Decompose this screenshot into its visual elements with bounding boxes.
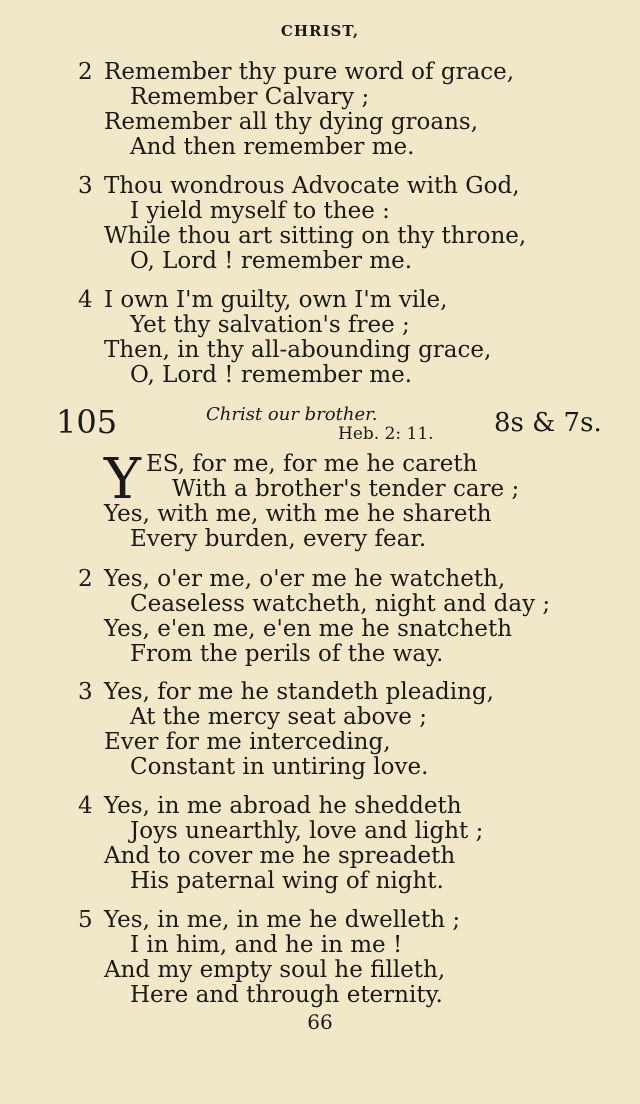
stanza-line: I own I'm guilty, own I'm vile, [104, 287, 448, 313]
stanza-number: 4 [78, 793, 93, 819]
stanza-line: Then, in thy all-abounding grace, [104, 337, 492, 363]
stanza-line: Yes, with me, with me he shareth [104, 501, 492, 527]
stanza-number: 4 [78, 287, 93, 313]
stanza-line: Here and through eternity. [130, 982, 443, 1008]
stanza-line: Yet thy salvation's free ; [130, 312, 410, 338]
stanza-number: 3 [78, 173, 93, 199]
hymn-number: 105 [56, 403, 118, 441]
stanza-line: Every burden, every fear. [130, 526, 427, 552]
stanza-line: Ceaseless watcheth, night and day ; [130, 591, 551, 617]
stanza-line: With a brother's tender care ; [172, 476, 520, 502]
stanza-number: 3 [78, 679, 93, 705]
stanza-line: Yes, in me, in me he dwelleth ; [104, 907, 461, 933]
stanza-line: From the perils of the way. [130, 641, 444, 667]
stanza-line: Yes, e'en me, e'en me he snatcheth [104, 616, 513, 642]
drop-cap: Y [104, 447, 141, 512]
stanza-line: I in him, and he in me ! [130, 932, 403, 958]
stanza-line: And then remember me. [130, 134, 415, 160]
stanza-line: Remember all thy dying groans, [104, 109, 479, 135]
page-number: 66 [307, 1010, 333, 1034]
stanza-line: O, Lord ! remember me. [130, 362, 413, 388]
stanza-line: Ever for me interceding, [104, 729, 391, 755]
stanza-line: Remember thy pure word of grace, [104, 59, 515, 85]
stanza-line: O, Lord ! remember me. [130, 248, 413, 274]
stanza-number: 2 [78, 566, 93, 592]
stanza-line: Yes, for me he standeth pleading, [104, 679, 494, 705]
hymn-meter: 8s & 7s. [494, 408, 602, 438]
stanza-line: Remember Calvary ; [130, 84, 370, 110]
stanza-line: Constant in untiring love. [130, 754, 429, 780]
stanza-number: 2 [78, 59, 93, 85]
stanza-line: At the mercy seat above ; [130, 704, 427, 730]
stanza-number: 5 [78, 907, 93, 933]
hymn-title: Christ our brother. [206, 404, 378, 425]
stanza-line: Joys unearthly, love and light ; [130, 818, 484, 844]
stanza-line: Yes, in me abroad he sheddeth [104, 793, 462, 819]
stanza-line: And my empty soul he filleth, [104, 957, 446, 983]
stanza-line: While thou art sitting on thy throne, [104, 223, 527, 249]
running-head: CHRIST, [280, 22, 360, 40]
stanza-line: Thou wondrous Advocate with God, [104, 173, 520, 199]
hymn-scripture: Heb. 2: 11. [338, 424, 434, 444]
stanza-line: And to cover me he spreadeth [104, 843, 456, 869]
stanza-line: His paternal wing of night. [130, 868, 444, 894]
stanza-line: I yield myself to thee : [130, 198, 390, 224]
stanza-line: Yes, o'er me, o'er me he watcheth, [104, 566, 506, 592]
stanza-line: ES, for me, for me he careth [146, 451, 478, 477]
